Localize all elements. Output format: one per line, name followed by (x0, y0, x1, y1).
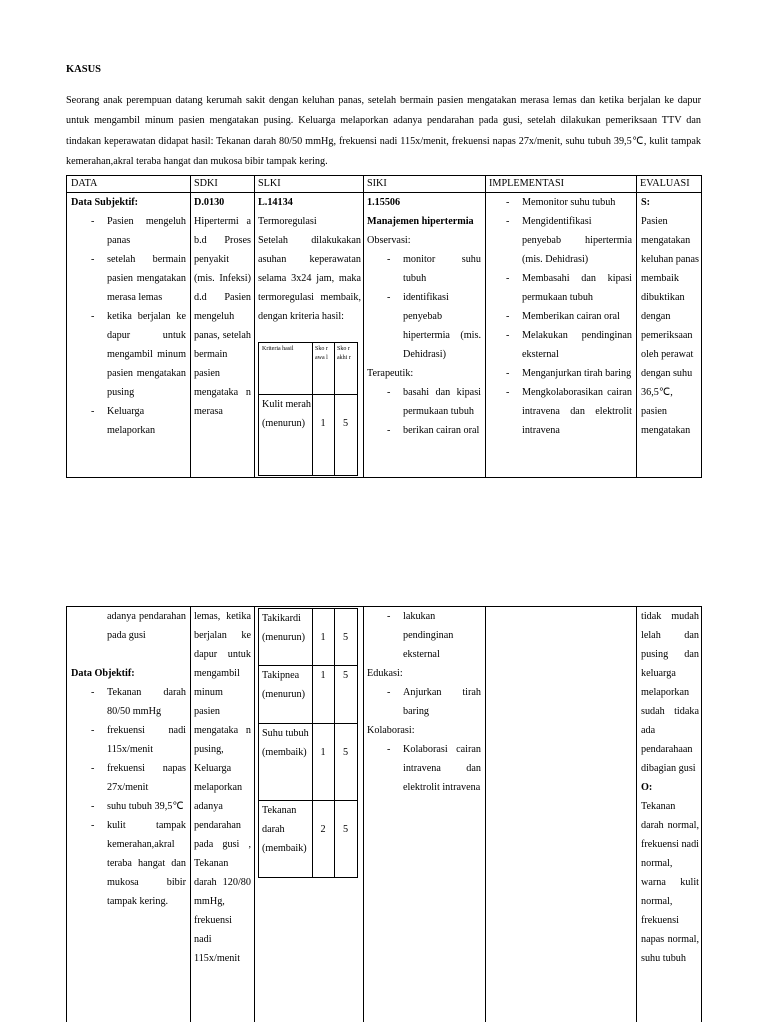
data-subjective-title: Data Subjektif: (71, 197, 139, 208)
criteria-table-page1 (258, 342, 358, 476)
siki-column (364, 193, 485, 477)
list-item: - basahi dan kipasi permukaan tubuh (367, 383, 481, 421)
list-item: - suhu tubuh 39,5℃ (71, 797, 186, 816)
case-paragraph: Seorang anak perempuan datang kerumah sakit dengan keluhan panas, setelah bermain pasien mengatakan merasa lemas dan ketika berjalan ke dapur untuk mengambil minum pasien mengatakan pusing. Keluarga melaporkan adanya pendarahan pada gusi, setelah dilakukan pemeriksaan TTV dan tindakan keperawatan didapat hasil: Tekanan darah 80/50 mmHg, frekuensi nadi 115x/menit, frekuensi napas 27x/menit, suhu tubuh 39,5℃, kulit tampak kemerahan,akral teraba hangat dan mukosa bibir tampak kering. (66, 95, 701, 167)
list-item: - Menganjurkan tirah baring (486, 364, 632, 383)
siki-education-label: Edukasi: (367, 668, 403, 679)
criteria-row (259, 395, 357, 476)
siki-therapeutic-list-continued (367, 607, 481, 664)
siki-education-list (367, 683, 481, 721)
list-item: - Pasien mengeluh panas (71, 212, 186, 250)
siki-therapeutic-list (367, 383, 481, 440)
list-item: - Melakukan pendinginan eksternal (486, 326, 632, 364)
list-item: - monitor suhu tubuh (367, 250, 481, 288)
slki-outcome: Setelah dilakukakan asuhan keperawatan selama 3x24 jam, maka termoregulasi membaik, dengan kriteria hasil: (258, 235, 361, 322)
criteria-start-score: 1 (320, 418, 326, 429)
criteria-name: Kulit merah (menurun) (262, 399, 311, 429)
siki-collaboration-list (367, 740, 481, 797)
siki-observation-list (367, 250, 481, 364)
criteria-end-score: 5 (342, 824, 349, 835)
criteria-name: Tekanan darah (membaik) (262, 805, 307, 854)
criteria-end-score: 5 (342, 670, 349, 681)
list-item: - setelah bermain pasien mengatakan merasa lemas (71, 250, 186, 307)
slki-title: Termoregulasi (258, 216, 317, 227)
siki-code: 1.15506 (367, 197, 401, 208)
criteria-end-score: 5 (342, 632, 349, 643)
column-divider (254, 607, 255, 1022)
list-item: - berikan cairan oral (367, 421, 481, 440)
sdki-column (191, 193, 254, 477)
list-item: - Anjurkan tirah baring (367, 683, 481, 721)
page-heading: KASUS (66, 64, 102, 75)
evaluation-subjective-label: S: (641, 197, 651, 208)
data-column (67, 193, 190, 477)
header-slki: SLKI (258, 178, 281, 189)
data-column-continued (67, 607, 190, 1022)
data-objective-title: Data Objektif: (71, 668, 135, 679)
list-item: - kulit tampak kemerahan,akral teraba hangat dan mukosa bibir tampak kering. (71, 816, 186, 911)
criteria-name: Suhu tubuh (membaik) (262, 728, 309, 758)
criteria-start-score: 1 (320, 670, 326, 681)
evaluation-subjective-text: Pasien mengatakan keluhan panas membaik dibuktikan dengan pemeriksaan oleh perawat dengan suhu 36,5℃, pasien mengatakan (641, 216, 699, 436)
siki-observation-label: Observasi: (367, 235, 411, 246)
evaluation-column (637, 193, 701, 477)
header-implementasi: IMPLEMENTASI (489, 178, 565, 189)
criteria-header-end: Sko r akhi r (337, 346, 351, 361)
list-item: - frekuensi napas 27x/menit (71, 759, 186, 797)
data-objective-list (71, 683, 186, 911)
slki-code: L.14134 (258, 197, 293, 208)
list-item: - Tekanan darah 80/50 mmHg (71, 683, 186, 721)
evaluation-column-continued (637, 607, 701, 1022)
list-item: - Memonitor suhu tubuh (486, 193, 632, 212)
list-item: - ketika berjalan ke dapur untuk mengambil minum pasien mengatakan pusing (71, 307, 186, 402)
list-item: - Keluarga melaporkan (71, 402, 186, 440)
list-item: - Memberikan cairan oral (486, 307, 632, 326)
header-siki: SIKI (367, 178, 387, 189)
sdki-column-continued (191, 607, 254, 1022)
evaluation-objective-text: Tekanan darah normal, frekuensi nadi normal, warna kulit normal, frekuensi napas normal, suhu tubuh (641, 801, 699, 964)
header-evaluasi: EVALUASI (640, 178, 690, 189)
column-divider (485, 607, 486, 1022)
siki-title: Manajemen hipertermia (367, 216, 474, 227)
siki-collaboration-label: Kolaborasi: (367, 725, 415, 736)
header-data: DATA (71, 178, 98, 189)
evaluation-subjective-continued: tidak mudah lelah dan pusing dan keluarga melaporkan sudah tidaka ada pendarahaan dibagian gusi (641, 611, 699, 774)
criteria-header-row (259, 343, 357, 395)
list-item: - Mengidentifikasi penyebab hipertermia (mis. Dehidrasi) (486, 212, 632, 269)
sdki-code: D.0130 (194, 197, 225, 208)
list-item: - identifikasi penyebab hipertermia (mis. Dehidrasi) (367, 288, 481, 364)
criteria-name: Takikardi (menurun) (262, 613, 305, 643)
list-item: - Kolaborasi cairan intravena dan elektrolit intravena (367, 740, 481, 797)
sdki-diagnosis: Hipertermi a b.d Proses penyakit (mis. Infeksi) d.d Pasien mengeluh panas, setelah bermain pasien mengataka n merasa (194, 216, 251, 417)
implementation-list (486, 193, 632, 440)
criteria-start-score: 1 (320, 632, 326, 643)
criteria-row (259, 801, 357, 878)
criteria-table-page2 (258, 608, 358, 878)
list-item: - lakukan pendinginan eksternal (367, 607, 481, 664)
criteria-row (259, 724, 357, 801)
criteria-end-score: 5 (342, 747, 349, 758)
list-item: - frekuensi nadi 115x/menit (71, 721, 186, 759)
data-subjective-list (71, 212, 186, 440)
criteria-name: Takipnea (menurun) (262, 670, 305, 700)
siki-therapeutic-label: Terapeutik: (367, 368, 414, 379)
sdki-diagnosis-continued: lemas, ketika berjalan ke dapur untuk mengambil minum pasien mengataka n pusing, Keluarga melaporkan adanya pendarahan pada gusi , Tekanan darah 120/80 mmHg, frekuensi nadi 115x/menit (194, 611, 251, 964)
criteria-header-name: Kriteria hasil (262, 346, 294, 352)
criteria-row (259, 609, 357, 666)
criteria-start-score: 1 (320, 747, 326, 758)
criteria-row (259, 666, 357, 724)
criteria-start-score: 2 (320, 824, 326, 835)
siki-column-continued (364, 607, 485, 1022)
header-sdki: SDKI (194, 178, 218, 189)
care-plan-table-page2 (66, 606, 702, 1022)
care-plan-table-page1 (66, 175, 702, 478)
evaluation-objective-label: O: (641, 782, 653, 793)
data-subjective-continued: adanya pendarahan pada gusi (107, 611, 186, 641)
list-item: - Mengkolaborasikan cairan intravena dan elektrolit intravena (486, 383, 632, 440)
criteria-header-start: Sko r awa l (315, 346, 328, 361)
list-item: - Membasahi dan kipasi permukaan tubuh (486, 269, 632, 307)
implementation-column (486, 193, 636, 477)
criteria-end-score: 5 (342, 418, 349, 429)
